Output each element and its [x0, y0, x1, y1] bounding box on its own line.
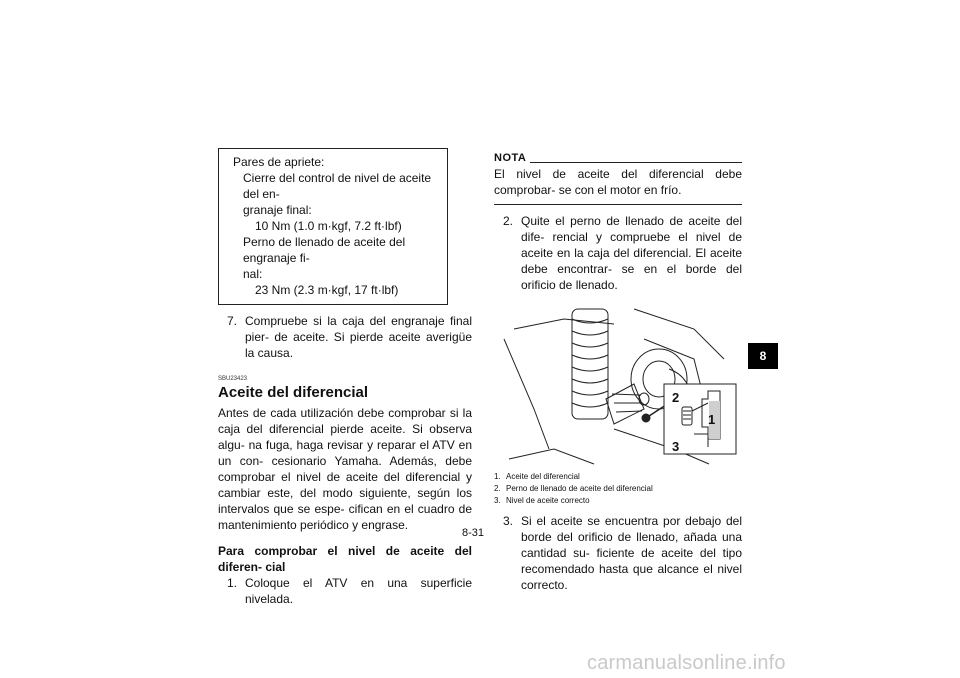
watermark: carmanualsonline.info — [587, 652, 786, 674]
page-number: 8-31 — [462, 527, 485, 539]
step-3-number: 3. — [503, 514, 514, 528]
caption-1 — [494, 471, 742, 483]
torque-spec-box — [218, 148, 448, 305]
chapter-tab: 8 — [748, 343, 778, 369]
section-code: SBU23423 — [218, 376, 248, 382]
caption-2-number: 2. — [494, 484, 501, 493]
right-column — [494, 150, 742, 593]
torque-item1-line1: Cierre del control de nivel de aceite del en- — [243, 171, 432, 201]
section-heading: Aceite del diferencial — [218, 384, 369, 401]
callout-1: 1 — [708, 412, 716, 427]
torque-title: Pares de apriete: — [233, 155, 325, 169]
caption-1-text: Aceite del diferencial — [506, 472, 580, 481]
torque-item2-line1: Perno de llenado de aceite del engranaje fi- — [243, 235, 406, 265]
note-text: El nivel de aceite del diferencial debe comprobar- se con el motor en frío. — [494, 167, 742, 197]
caption-1-number: 1. — [494, 472, 501, 481]
left-column — [218, 148, 472, 607]
step-3 — [494, 513, 742, 593]
note-end-rule — [494, 204, 742, 205]
step-1-text: Coloque el ATV en una superficie nivelada. — [245, 576, 472, 606]
differential-figure — [494, 299, 740, 469]
caption-3 — [494, 495, 742, 507]
torque-item2-value: 23 Nm (2.3 m·kgf, 17 ft·lbf) — [255, 283, 399, 297]
note-header — [494, 150, 742, 166]
caption-3-text: Nivel de aceite correcto — [506, 496, 590, 505]
step-2 — [494, 213, 742, 293]
intro-paragraph: Antes de cada utilización debe comprobar si la caja del diferencial pierde aceite. Si observa algu- na fuga, haga revisar y reparar el ATV en un con- cesionario Yamaha. Además, debe comprobar el nivel de aceite del diferencial y cambiar este, del modo siguiente, según los intervalos que se espe- cifican en el cuadro de mantenimiento periódico y engrase. — [218, 406, 472, 532]
note-rule — [530, 162, 742, 163]
caption-2 — [494, 483, 742, 495]
step-7 — [218, 313, 472, 361]
step-1-number: 1. — [227, 576, 238, 590]
torque-item1-line2: granaje final: — [243, 203, 312, 217]
torque-item2-line2: nal: — [243, 267, 263, 281]
step-7-number: 7. — [227, 314, 238, 328]
step-2-number: 2. — [503, 214, 514, 228]
step-1 — [218, 575, 472, 607]
differential-illustration — [494, 299, 740, 469]
note-label: NOTA — [494, 152, 527, 164]
callout-3: 3 — [672, 439, 680, 454]
subheading: Para comprobar el nivel de aceite del diferen- cial — [218, 544, 472, 574]
caption-2-text: Perno de llenado de aceite del diferencial — [506, 484, 653, 493]
step-7-text: Compruebe si la caja del engranaje final pier- de aceite. Si pierde aceite averigüe la causa. — [245, 314, 472, 360]
figure-captions — [494, 471, 742, 507]
step-2-text: Quite el perno de llenado de aceite del dife- rencial y compruebe el nivel de aceite en la caja del diferencial. El aceite debe encontrar- se en el borde del orificio de llenado. — [521, 214, 742, 292]
torque-item1-value: 10 Nm (1.0 m·kgf, 7.2 ft·lbf) — [255, 219, 402, 233]
caption-3-number: 3. — [494, 496, 501, 505]
callout-2: 2 — [672, 390, 680, 405]
step-3-text: Si el aceite se encuentra por debajo del borde del orificio de llenado, añada una cantidad su- ficiente de aceite del tipo recomendado hasta que alcance el nivel correcto. — [521, 514, 742, 592]
